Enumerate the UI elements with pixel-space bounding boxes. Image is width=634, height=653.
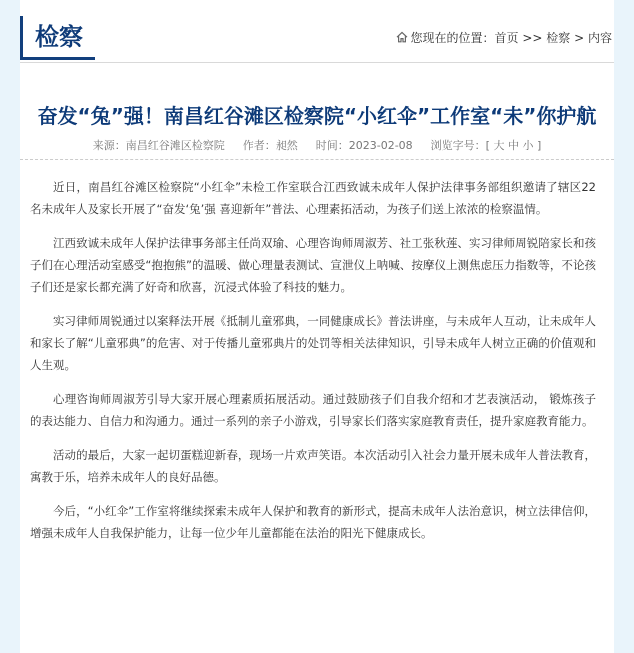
home-icon — [396, 31, 408, 43]
font-size-label: 浏览字号：[ — [430, 139, 490, 152]
article-paragraph: 心理咨询师周淑芳引导大家开展心理素质拓展活动。通过鼓励孩子们自我介绍和才艺表演活动， 锻炼孩子的表达能力、自信力和沟通力。通过一系列的亲子小游戏，引导家长们落实家庭教育责任，提升家庭教育能力。 — [30, 392, 596, 428]
author-label: 作者： — [242, 139, 276, 152]
article-paragraph: 江西致诚未成年人保护法律事务部主任尚双瑜、心理咨询师周淑芳、社工张秋莲、实习律师周锐陪家长和孩子们在心理活动室感受“抱抱熊”的温暖、做心理量表测试、宣泄仪上呐喊、按摩仪上测焦虑压力指数等，不论孩子们还是家长都充满了好奇和欣喜，沉浸式体验了科技的魅力。 — [30, 236, 596, 294]
font-size-small-button[interactable]: 小 — [522, 139, 534, 152]
article-paragraph: 近日，南昌红谷滩区检察院“小红伞”未检工作室联合江西致诚未成年人保护法律事务部组织邀请了辖区22名未成年人及家长开展了“奋发‘兔’强 喜迎新年”普法、心理素拓活动，为孩子们送上浓浓的检察温情。 — [30, 180, 596, 216]
article-paragraph: 活动的最后，大家一起切蛋糕迎新春，现场一片欢声笑语。本次活动引入社会力量开展未成年人普法教育，寓教于乐，培养未成年人的良好品德。 — [30, 448, 596, 484]
breadcrumb-separator: > — [570, 31, 588, 45]
breadcrumb-separator: >> — [518, 31, 547, 45]
source-value: 南昌红谷滩区检察院 — [125, 139, 225, 152]
section-title: 检察 — [20, 16, 95, 60]
meta-divider — [20, 159, 614, 160]
article-panel — [20, 0, 614, 653]
time-label: 时间： — [315, 139, 349, 152]
breadcrumb — [396, 30, 613, 46]
font-size-large-button[interactable]: 大 — [493, 139, 505, 152]
breadcrumb-section-link[interactable]: 检察 — [546, 31, 571, 45]
article-paragraph: 实习律师周锐通过以案释法开展《抵制儿童邪典，一同健康成长》普法讲座，与未成年人互动，让未成年人和家长了解“儿童邪典”的危害、对于传播儿童邪典片的处罚等相关法律知识，引导未成年人树立正确的价值观和人生观。 — [30, 314, 596, 372]
page-header — [20, 16, 614, 63]
article-meta — [20, 138, 614, 154]
font-size-bracket: ] — [536, 139, 542, 152]
article-title: 奋发“兔”强！南昌红谷滩区检察院“小红伞”工作室“未”你护航 — [37, 104, 597, 129]
breadcrumb-prefix: 您现在的位置： — [410, 31, 495, 45]
source-label: 来源： — [92, 139, 126, 152]
time-value: 2023-02-08 — [348, 139, 413, 152]
article-paragraph: 今后，“小红伞”工作室将继续探索未成年人保护和教育的新形式，提高未成年人法治意识，树立法律信仰，增强未成年人自我保护能力，让每一位少年儿童都能在法治的阳光下健康成长。 — [30, 504, 596, 540]
article-body — [30, 176, 596, 556]
author-value: 昶然 — [275, 139, 298, 152]
breadcrumb-current: 内容 — [587, 31, 612, 45]
breadcrumb-home-link[interactable]: 首页 — [494, 31, 519, 45]
font-size-medium-button[interactable]: 中 — [507, 139, 519, 152]
